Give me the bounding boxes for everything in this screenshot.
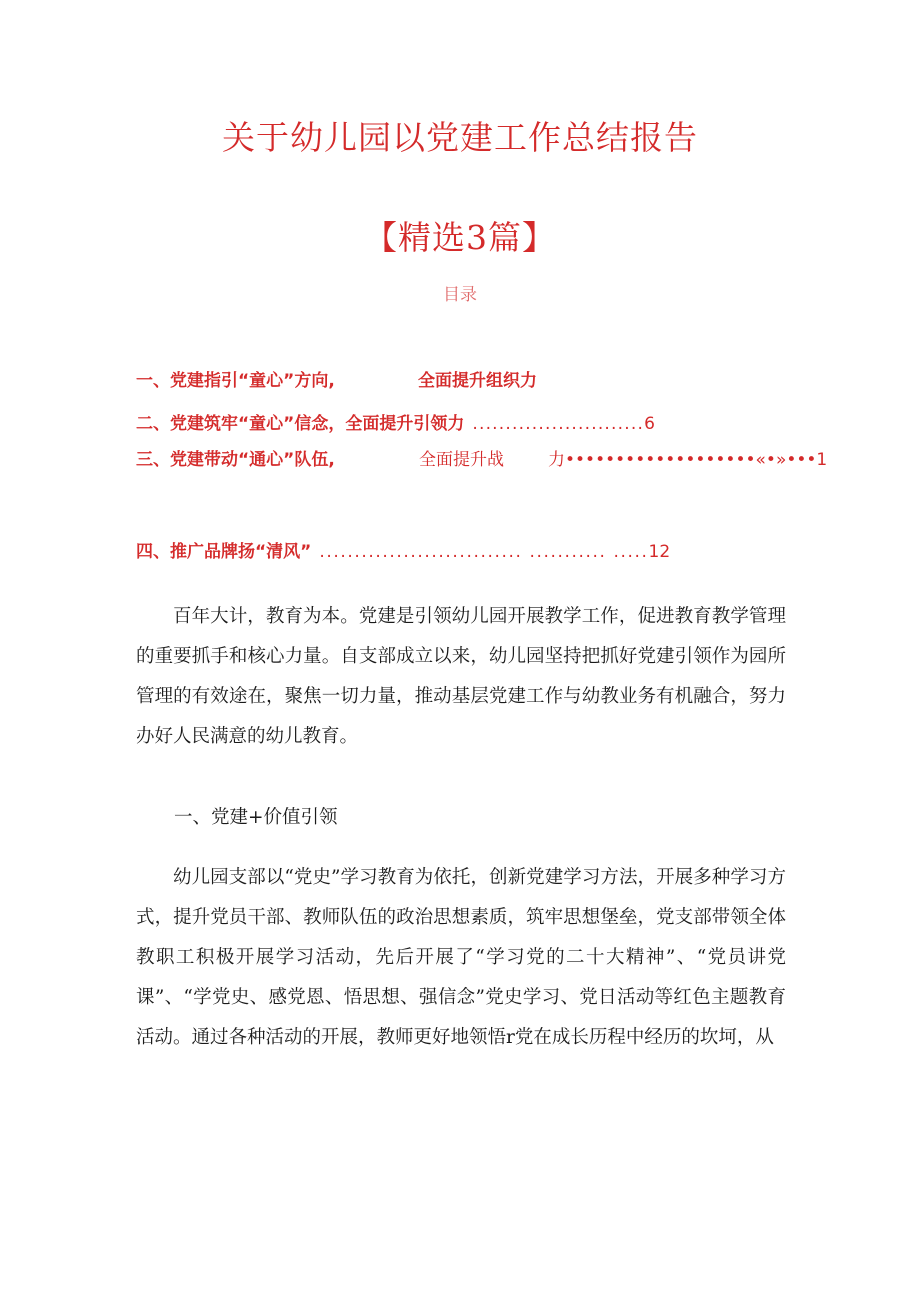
toc-heading: 目录 xyxy=(443,285,477,305)
toc-item-2-page: 6 xyxy=(644,414,655,434)
toc-item-3-label-cont: 全面提升战 xyxy=(419,450,504,470)
toc-item-4-leader: ............................. ........... ..... xyxy=(319,542,649,562)
toc-item-1-label: 一、党建指引“童心”方向, xyxy=(136,371,335,391)
document-subtitle: 【精选3篇】 xyxy=(364,218,556,257)
toc-item-4-label: 四、推广品牌扬“清风” xyxy=(136,542,312,562)
toc-item-1[interactable] xyxy=(136,366,537,392)
body-paragraph-2: 幼儿园支部以“党史”学习教育为依托，创新党建学习方法，开展多种学习方式，提升党员干部、教师队伍的政治思想素质，筑牢思想堡垒，党支部带领全体教职工积极开展学习活动，先后开展了“学习党的二十大精神”、“党员讲党课”、“学党史、感党恩、悟思想、强信念”党史学习、党日活动等红色主题教育活动。通过各种活动的开展，教师更好地领悟r党在成长历程中经历的坎坷，从 xyxy=(136,867,786,1048)
body-paragraph-1: 百年大计，教育为本。党建是引领幼儿园开展教学工作，促进教育教学管理的重要抓手和核心力量。自支部成立以来，幼儿园坚持把抓好党建引领作为园所管理的有效途在，聚焦一切力量，推动基层党建工作与幼教业务有机融合，努力办好人民满意的幼儿教育。 xyxy=(136,606,786,747)
toc-item-3[interactable] xyxy=(136,445,828,471)
toc-item-4[interactable] xyxy=(136,537,670,563)
toc-item-4-page: 12 xyxy=(648,542,671,562)
toc-item-2-leader: .......................... xyxy=(472,414,645,434)
toc-item-3-label: 三、党建带动“通心”队伍, xyxy=(136,450,335,470)
section-heading-1: 一、党建+价值引领 xyxy=(174,807,338,828)
toc-item-2[interactable] xyxy=(136,409,655,435)
document-title: 关于幼儿园以党建工作总结报告 xyxy=(222,118,698,157)
toc-item-3-leader: 力•••••••••••••••••••«•»•••1 xyxy=(548,450,828,470)
toc-item-2-label: 二、党建筑牢“童心”信念，全面提升引领力 xyxy=(136,414,465,434)
toc-item-1-label-cont: 全面提升组织力 xyxy=(418,371,537,391)
